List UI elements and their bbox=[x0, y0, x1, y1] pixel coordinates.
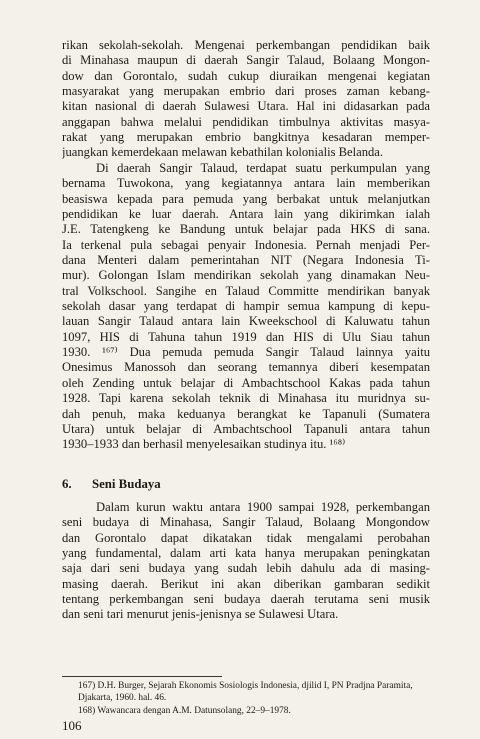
text-line: bernama Tuwokona, yang kegiatannya antara lain memberikan bbox=[62, 176, 430, 191]
text-line: pendidikan ke luar daerah. Antara lain yang dikirimkan ialah bbox=[62, 207, 430, 222]
text-line: Utara) untuk belajar di Ambachtschool Tapanuli antara tahun bbox=[62, 421, 430, 436]
text-line: sekolah dasar yang terdapat di hampir semua kampung di kepu- bbox=[62, 299, 430, 314]
text-line: 1097, HIS di Tahuna tahun 1919 dan HIS di Ulu Siau tahun bbox=[62, 329, 430, 344]
text-line: mur). Golongan Islam mendirikan sekolah yang dinamakan Neu- bbox=[62, 268, 430, 283]
text-line: tentang perkembangan seni budaya daerah terutama seni musik bbox=[62, 592, 430, 607]
text-line: dah penuh, maka keduanya berangkat ke Tapanuli (Sumatera bbox=[62, 406, 430, 421]
text-line: Dalam kurun waktu antara 1900 sampai 1928, perkembangan bbox=[96, 500, 430, 514]
section-title: Seni Budaya bbox=[92, 477, 161, 491]
text-line: rikan sekolah-sekolah. Mengenai perkembangan pendidikan baik bbox=[62, 38, 430, 52]
text-line: 1930. ¹⁶⁷⁾ Dua pemuda pemuda Sangir Talaud lainnya yaitu bbox=[62, 345, 430, 360]
page-number: 106 bbox=[62, 718, 82, 733]
text-line: dan seni tari menurut jenis-jenisnya se Sulawesi Utara. bbox=[62, 607, 339, 622]
text-line: saja dari seni budaya yang sudah lebih dahulu ada di masing- bbox=[62, 561, 430, 576]
text-line: di Minahasa maupun di daerah Sangir Talaud, Bolaang Mongon- bbox=[62, 53, 430, 68]
footnote-divider bbox=[62, 676, 222, 677]
paragraph-2 bbox=[62, 161, 430, 453]
text-line: oleh Zending untuk belajar di Ambachtschool Kakas pada tahun bbox=[62, 375, 430, 390]
text-line: seni budaya di Minahasa, Sangir Talaud, Bolaang Mongondow bbox=[62, 515, 430, 530]
section-heading bbox=[62, 477, 430, 492]
text-line: dow dan Gorontalo, sudah cukup diuraikan mengenai kegiatan bbox=[62, 68, 430, 83]
footnote-168 bbox=[78, 705, 428, 717]
text-line: anggapan bahwa melalui pendidikan timbulnya aktivitas masya- bbox=[62, 114, 430, 129]
footnote-text: 168) Wawancara dengan A.M. Datunsolang, 22–9–1978. bbox=[78, 706, 291, 716]
section-number: 6. bbox=[62, 477, 72, 491]
text-line: masyarakat yang merupakan embrio dari proses zaman kebang- bbox=[62, 84, 430, 99]
text-line: yang fundamental, dalam arti kata hanya merupakan peningkatan bbox=[62, 546, 430, 561]
footnote-text: 167) D.H. Burger, Sejarah Ekonomis Sosiologis Indonesia, djilid I, PN Pradjna Paramita, Djakarta, 1960. hal. 46. bbox=[78, 681, 413, 703]
text-line: dan Gorontalo dapat dikatakan tidak mengalami perobahan bbox=[62, 530, 430, 545]
text-line: Onesimus Manossoh dan seorang temannya diberi kesempatan bbox=[62, 360, 430, 375]
paragraph-3 bbox=[62, 500, 430, 623]
text-line: dana Menteri dalam pemerintahan NIT (Negara Indonesia Ti- bbox=[62, 253, 430, 268]
text-line: Di daerah Sangir Talaud, terdapat suatu perkumpulan yang bbox=[96, 161, 430, 175]
text-line: rakat yang merupakan embrio bangkitnya kesadaran memper- bbox=[62, 130, 430, 145]
text-line: lauan Sangir Talaud antara lain Kweekschool di Kaluwatu tahun bbox=[62, 314, 430, 329]
text-line: masing daerah. Berikut ini akan diberikan gambaran sedikit bbox=[62, 576, 430, 591]
text-line: 1928. Tapi karena sekolah teknik di Minahasa itu muridnya su- bbox=[62, 391, 430, 406]
text-line: J.E. Tatengkeng ke Bandung untuk belajar pada HKS di sana. bbox=[62, 222, 430, 237]
text-line: Ia terkenal pula sebagai penyair Indonesia. Pernah menjadi Per- bbox=[62, 237, 430, 252]
text-line: tral Volkschool. Sangihe en Talaud Committe mendirikan banyak bbox=[62, 283, 430, 298]
text-line: beasiswa kepada para pemuda yang berbakat untuk melanjutkan bbox=[62, 191, 430, 206]
text-line: juangkan kemerdekaan melawan kebathilan kolonialis Belanda. bbox=[62, 145, 384, 160]
paragraph-1 bbox=[62, 38, 430, 161]
text-line: kitan nasional di daerah Sulawesi Utara. Hal ini didasarkan pada bbox=[62, 99, 430, 114]
text-line: 1930–1933 dan berhasil menyelesaikan studinya itu. ¹⁶⁸⁾ bbox=[62, 437, 346, 452]
footnote-167 bbox=[78, 680, 430, 704]
